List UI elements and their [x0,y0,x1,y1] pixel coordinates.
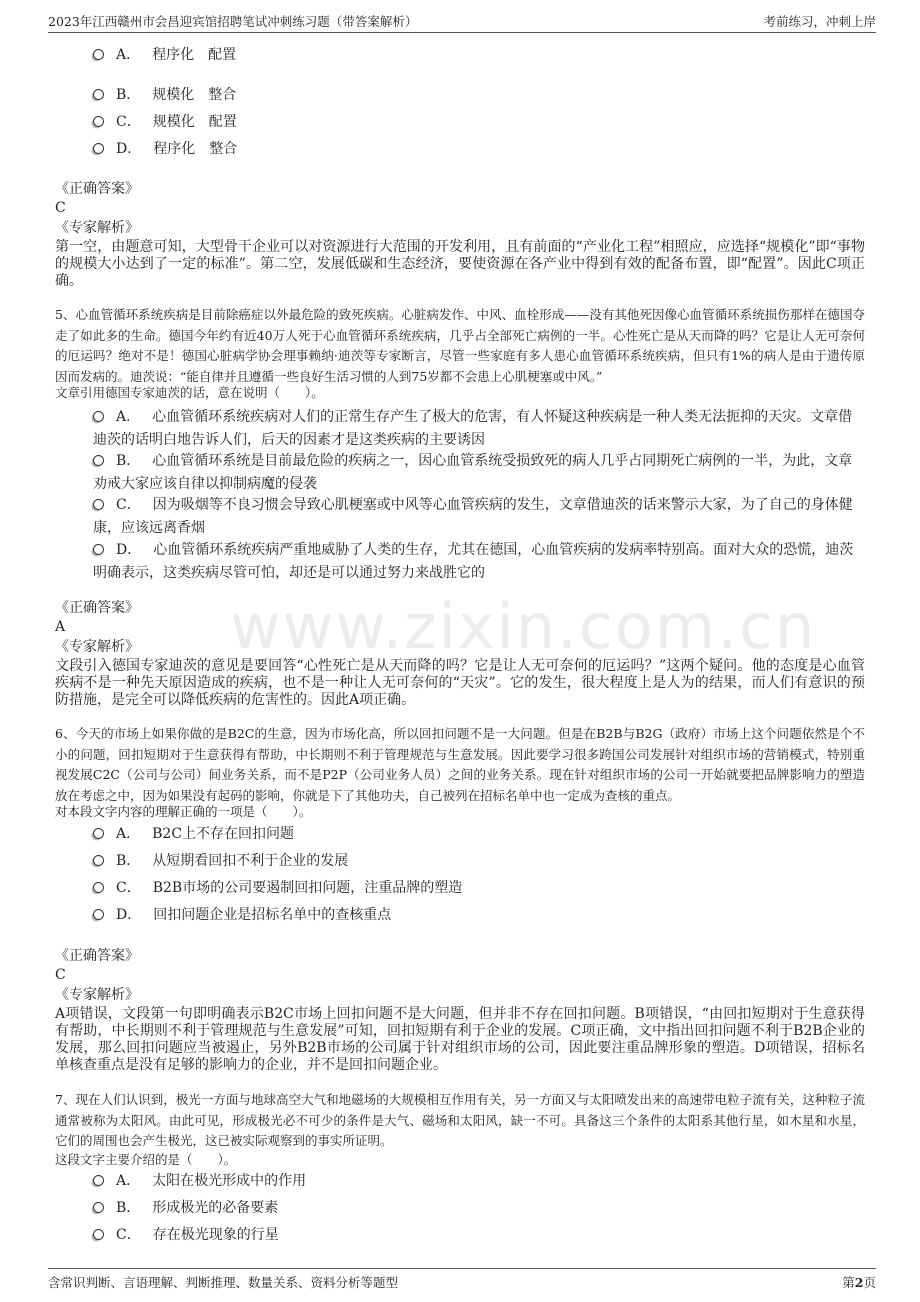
q6-option-d[interactable]: D． 回扣问题企业是招标名单中的查核重点 [93,904,865,927]
footer-topics: 含常识判断、言语理解、判断推理、数量关系、资料分析等题型 [48,1275,399,1290]
radio-icon[interactable] [93,882,104,893]
header-slogan: 考前练习，冲刺上岸 [763,14,876,29]
q7-option-b[interactable]: B． 形成极光的必备要素 [93,1197,865,1220]
analysis-label: 《专家解析》 [55,639,139,655]
radio-icon[interactable] [93,1229,104,1240]
q7-question: 这段文字主要介绍的是（ ）。 [55,1152,237,1167]
analysis-label: 《专家解析》 [55,220,139,236]
page-footer [48,1268,876,1293]
q5-option-a[interactable]: A． 心血管循环系统疾病对人们的正常生存产生了极大的危害，有人怀疑这种疾病是一种人类无法扼抑的天灾。文章借迪茨的话明白地告诉人们，后天的因素才是这类疾病的主要诱因 [93,409,853,448]
radio-icon[interactable] [93,89,104,100]
radio-icon[interactable] [93,1202,104,1213]
q4-option-d[interactable]: D． 程序化 整合 [93,138,865,161]
header-title: 2023年江西赣州市会昌迎宾馆招聘笔试冲刺练习题（带答案解析） [48,14,418,29]
analysis-text: A项错误，文段第一句即明确表示B2C市场上回扣问题不是大问题，但并非不存在回扣问题。B项错误，“由回扣短期对于生意获得有帮助，中长期则不利于管理规范与生意发展”可知，回扣短期有利于企业的发展。C项正确，文中指出回扣问题不利于B2B企业的发展，那么回扣问题应当被遏止，另外B2B市场的公司属于针对组织市场的公司，因此要注重品牌形象的塑造。D项错误，招标名单核查重点是没有足够的影响力的企业，并不是回扣问题企业。 [55,1006,865,1073]
answer-value: A [55,619,66,635]
q7-option-a[interactable]: A． 太阳在极光形成中的作用 [93,1170,865,1193]
q6-option-c[interactable]: C． B2B市场的公司要遏制回扣问题，注重品牌的塑造 [93,877,865,900]
q4-option-b[interactable]: B． 规模化 整合 [93,84,865,107]
radio-icon[interactable] [93,1175,104,1186]
answer-value: C [55,200,66,216]
analysis-text: 文段引入德国专家迪茨的意见是要回答“心性死亡是从天而降的吗？它是让人无可奈何的厄运吗？”这两个疑问。他的态度是心血管疾病不是一种先天原因造成的疾病，也不是一种让人无可奈何的“天灾”。它的发生，很大程度上是人为的结果，而人们有意识的预防措施，是完全可以降低疾病的危害性的。因此A项正确。 [55,658,865,708]
q6-question: 对本段文字内容的理解正确的一项是（ ）。 [55,804,312,819]
analysis-text: 第一空，由题意可知，大型骨干企业可以对资源进行大范围的开发利用，且有前面的“产业化工程”相照应，应选择“规模化”即“事物的规模大小达到了一定的标准”。第二空，发展低碳和生态经济，要使资源在各产业中得到有效的配备布置，即“配置”。因此C项正确。 [55,239,865,289]
answer-label: 《正确答案》 [55,948,139,964]
answer-value: C [55,967,66,983]
q5-option-d[interactable]: D． 心血管循环系统疾病严重地威胁了人类的生存，尤其在德国，心血管疾病的发病率特别高。面对大众的恐慌，迪茨明确表示，这类疾病尽管可怕，却还是可以通过努力来战胜它的 [93,542,854,581]
radio-icon[interactable] [93,116,104,127]
q7-passage: 7、现在人们认识到，极光一方面与地球高空大气和地磁场的大规模相互作用有关，另一方面又与太阳喷发出来的高速带电粒子流有关，这种粒子流通常被称为太阳风。由此可见，形成极光必不可少的条件是大气、磁场和太阳风，缺一不可。具备这三个条件的太阳系其他行星，如木星和水星，它们的周围也会产生极光，这已被实际观察到的事实所证明。 [55,1092,865,1148]
q5-option-b[interactable]: B． 心血管循环系统是目前最危险的疾病之一，因心血管系统受损致死的病人几乎占同期死亡病例的一半，为此，文章劝戒大家应该自律以抑制病魔的侵袭 [93,453,853,492]
q6-option-a[interactable]: A． B2C上不存在回扣问题 [93,823,865,846]
q5-passage: 5、心血管循环系统疾病是目前除癌症以外最危险的致死疾病。心脏病发作、中风、血栓形成——没有其他死因像心血管循环系统损伤那样在德国夺走了如此多的生命。德国今年约有近40万人死于心血管循环系统疾病，几乎占全部死亡病例的一半。心性死亡是从天而降的吗？它是让人无可奈何的厄运吗？绝对不是！德国心脏病学协会理事赖纳·迪茨等专家断言，尽管一些家庭有多人患心血管循环系统疾病，但只有1%的病人是由于遗传原因而发病的。迪茨说：“能自律并且遵循一些良好生活习惯的人到75岁都不会患上心肌梗塞或中风。” [55,307,865,384]
q5-option-c[interactable]: C． 因为吸烟等不良习惯会导致心肌梗塞或中风等心血管疾病的发生，文章借迪茨的话来警示大家，为了自己的身体健康，应该远离香烟 [93,497,853,536]
radio-icon[interactable] [93,143,104,154]
page-number: 第2页 [842,1275,876,1290]
q7-option-c[interactable]: C． 存在极光现象的行星 [93,1224,865,1247]
q5-question: 文章引用德国专家迪茨的话，意在说明（ ）。 [55,385,324,400]
radio-icon[interactable] [93,455,104,466]
answer-label: 《正确答案》 [55,600,139,616]
answer-label: 《正确答案》 [55,181,139,197]
radio-icon[interactable] [93,909,104,920]
q4-option-c[interactable]: C． 规模化 配置 [93,111,865,134]
q4-option-a[interactable]: A． 程序化 配置 [93,44,865,67]
page-header [48,10,876,33]
radio-icon[interactable] [93,411,104,422]
radio-icon[interactable] [93,828,104,839]
radio-icon[interactable] [93,544,104,555]
radio-icon[interactable] [93,49,104,60]
q6-passage: 6、今天的市场上如果你做的是B2C的生意，因为市场化高，所以回扣问题不是一大问题。但是在B2B与B2G（政府）市场上这个问题依然是个不小的问题，回扣短期对于生意获得有帮助，中长期则不利于管理规范与生意发展。因此要学习很多跨国公司发展针对组织市场的营销模式，特别重视发展C2C（公司与公司）间业务关系，而不是P2P（公司业务人员）之间的业务关系。现在针对组织市场的公司一开始就要把品牌影响力的塑造放在考虑之中，因为如果没有起码的影响，你就是下了其他功夫，自己被列在招标名单中也一定成为查核的重点。 [55,726,865,803]
radio-icon[interactable] [93,499,104,510]
radio-icon[interactable] [93,855,104,866]
analysis-label: 《专家解析》 [55,987,139,1003]
q6-option-b[interactable]: B． 从短期看回扣不利于企业的发展 [93,850,865,873]
watermark: www.zixin.com.cn [230,590,817,663]
